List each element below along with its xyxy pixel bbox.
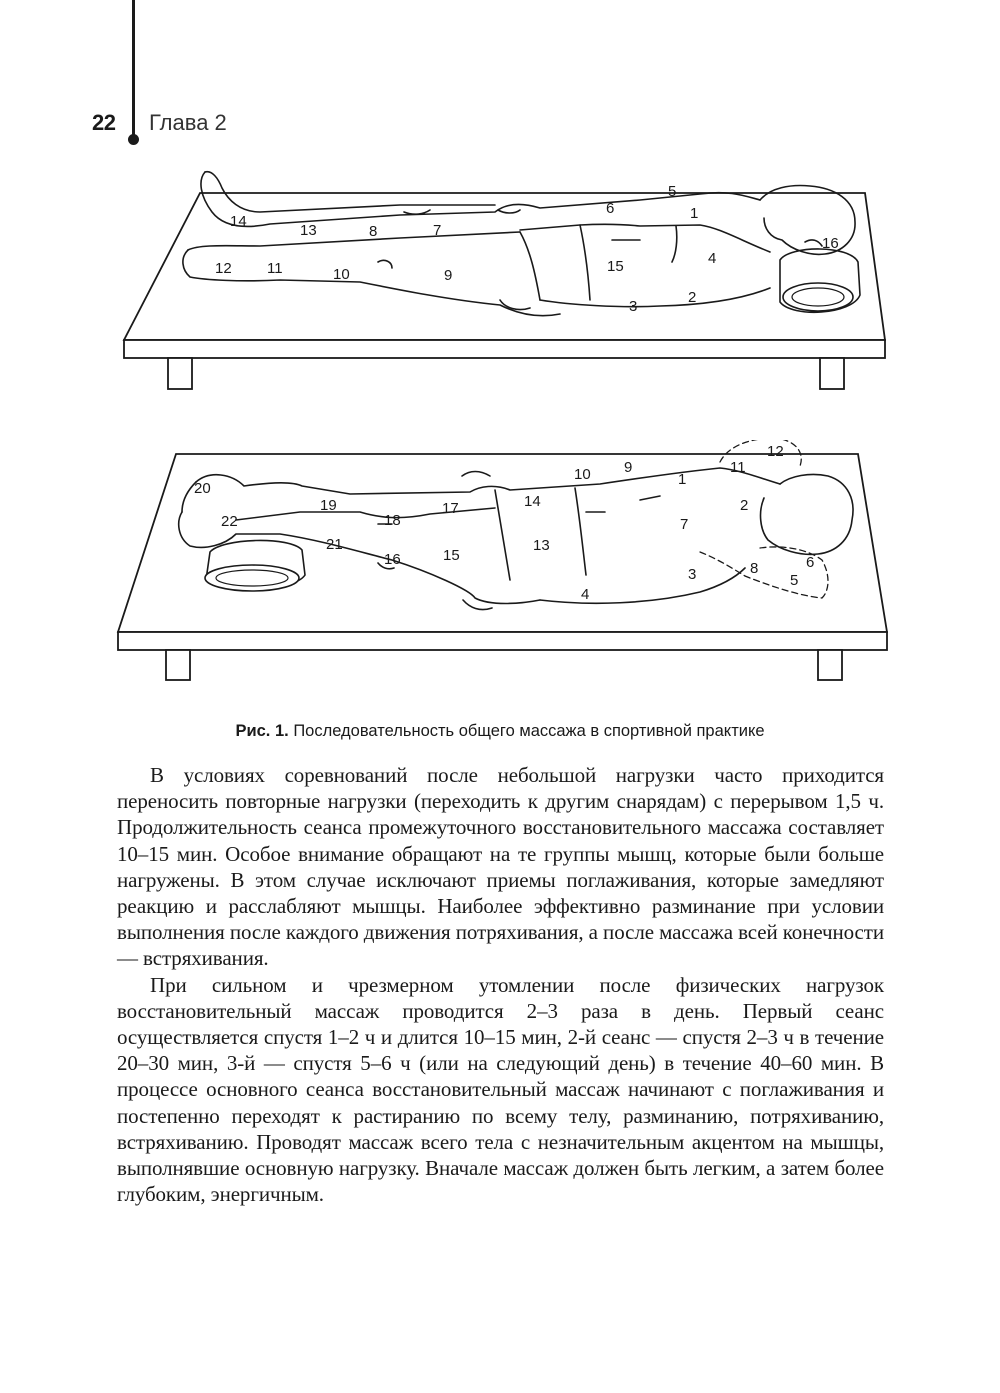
zone-label: 15 bbox=[443, 547, 460, 564]
zone-label: 17 bbox=[442, 500, 459, 517]
zone-label: 7 bbox=[433, 222, 442, 239]
body-text bbox=[117, 762, 884, 1207]
zone-label: 5 bbox=[790, 572, 799, 589]
zone-label: 12 bbox=[767, 443, 784, 460]
zone-label: 2 bbox=[740, 497, 749, 514]
zone-label: 3 bbox=[688, 566, 697, 583]
caption-label: Рис. 1. bbox=[235, 722, 289, 740]
zone-label: 15 bbox=[607, 258, 624, 275]
zone-label: 1 bbox=[690, 205, 699, 222]
head-bolster bbox=[780, 249, 860, 312]
figure-caption bbox=[0, 722, 1000, 741]
zone-label: 9 bbox=[444, 267, 453, 284]
zone-label: 4 bbox=[708, 250, 717, 267]
zone-label: 13 bbox=[300, 222, 317, 239]
zone-label: 14 bbox=[524, 493, 541, 510]
zone-label: 8 bbox=[750, 560, 759, 577]
zone-label: 12 bbox=[215, 260, 232, 277]
zone-label: 8 bbox=[369, 223, 378, 240]
zone-label: 18 bbox=[384, 512, 401, 529]
zone-label: 7 bbox=[680, 516, 689, 533]
zone-label: 4 bbox=[581, 586, 590, 603]
paragraph: В условиях соревнований после небольшой нагрузки часто приходится переносить повторные нагрузки (переходить к другим снарядам) с перерывом 1,5 ч. Продолжительность сеанса промежуточного восстановительного массажа составляет 10–15 мин. Особое внимание обращают на те группы мышц, которые были больше нагружены. В этом случае исключают приемы поглаживания, которые замедляют реакцию и расслабляют мышцы. Наиболее эффективно разминание при условии выполнения после каждого движения потряхивания, а после массажа всей конечности — встряхивания. bbox=[117, 763, 884, 971]
zone-label: 22 bbox=[221, 513, 238, 530]
zone-label: 6 bbox=[806, 554, 815, 571]
margin-rule bbox=[132, 0, 135, 138]
margin-rule-dot bbox=[128, 134, 139, 145]
zone-label: 19 bbox=[320, 497, 337, 514]
zone-label: 10 bbox=[574, 466, 591, 483]
chapter-title: Глава 2 bbox=[149, 110, 227, 135]
zone-label: 9 bbox=[624, 459, 633, 476]
zone-label: 20 bbox=[194, 480, 211, 497]
zone-label: 5 bbox=[668, 183, 677, 200]
zone-label: 16 bbox=[384, 551, 401, 568]
ankle-bolster bbox=[205, 540, 305, 591]
zone-label: 1 bbox=[678, 471, 687, 488]
zone-label: 13 bbox=[533, 537, 550, 554]
zone-label: 3 bbox=[629, 298, 638, 315]
figure-supine-massage bbox=[0, 160, 1000, 400]
zone-label: 11 bbox=[730, 459, 746, 476]
paragraph: При сильном и чрезмерном утомлении после физических нагрузок восстановительный массаж проводится 2–3 раза в день. Первый сеанс осуществляется спустя 1–2 ч и длится 10–15 мин, 2-й сеанс — спустя 2–3 ч в течение 20–30 мин, 3-й — спустя 5–6 ч (или на следующий день) в течение 40–60 мин. В процессе основного сеанса восстановительный массаж начинают с поглаживания и постепенно переходят к растиранию по всему телу, разминанию, потряхиванию, встряхиванию. Проводят массаж всего тела с незначительным акцентом на мышцы, выполнявшие основную нагрузку. Вначале массаж должен быть легким, а затем более глубоким, энергичным. bbox=[117, 972, 884, 1207]
zone-label: 14 bbox=[230, 213, 247, 230]
zone-label: 10 bbox=[333, 266, 350, 283]
page-number: 22 bbox=[92, 110, 116, 135]
zone-label: 21 bbox=[326, 536, 343, 553]
zone-label: 6 bbox=[606, 200, 615, 217]
caption-text: Последовательность общего массажа в спортивной практике bbox=[293, 722, 765, 740]
zone-label: 16 bbox=[822, 235, 839, 252]
figure-prone-massage bbox=[0, 440, 1000, 690]
zone-label: 2 bbox=[688, 289, 697, 306]
zone-label: 11 bbox=[267, 260, 283, 277]
